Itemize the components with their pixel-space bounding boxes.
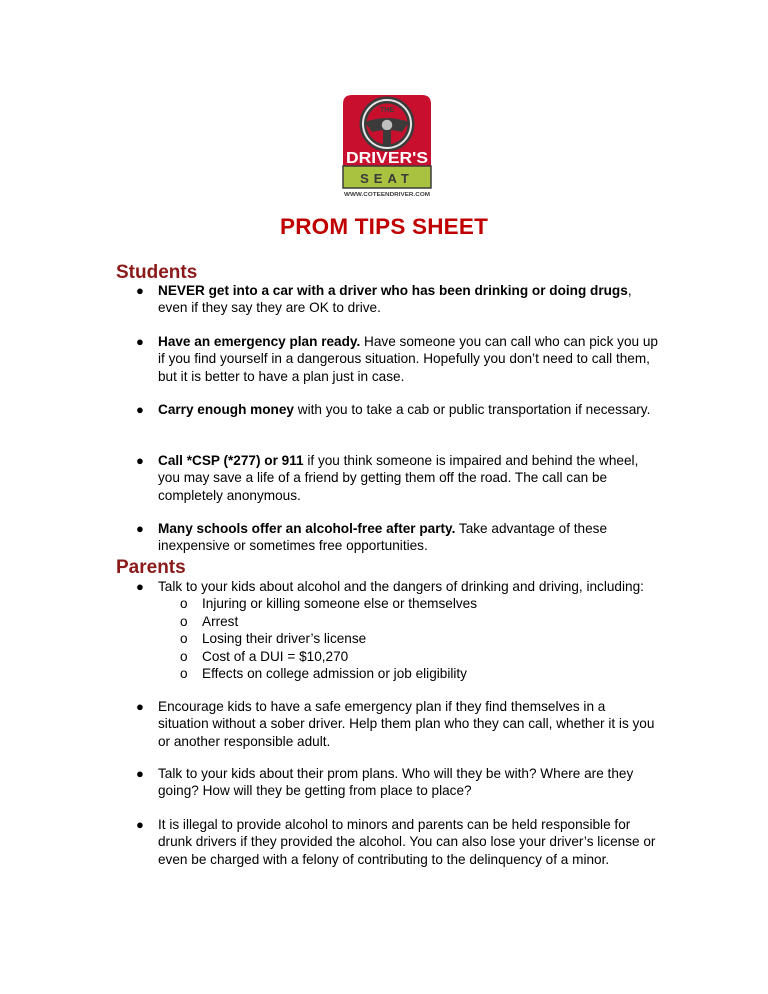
sub-list-item: o Losing their driver’s license	[180, 631, 367, 647]
list-item: ● Call *CSP (*277) or 911 if you think someone is impaired and behind the wheel, you may save a life of a friend by getting them off the road. The call can be completely anonymous.	[136, 453, 639, 503]
sub-list-item: o Effects on college admission or job eligibility	[180, 666, 467, 682]
bullet-icon: ●	[136, 699, 144, 714]
circle-bullet-icon: o	[180, 631, 188, 647]
page-title: PROM TIPS SHEET	[279, 214, 489, 239]
circle-bullet-icon: o	[180, 613, 188, 629]
bullet-icon: ●	[136, 453, 144, 468]
bullet-icon: ●	[136, 402, 144, 417]
list-item: ● Have an emergency plan ready. Have someone you can call who can pick you up if you find yourself in a dangerous situation. Hopefully you don’t need to call them, but it is better to have a plan just in case.	[136, 334, 658, 384]
bullet-icon: ●	[136, 283, 144, 298]
logo-drivers: DRIVER'S	[346, 150, 429, 167]
circle-bullet-icon: o	[180, 648, 188, 664]
circle-bullet-icon: o	[180, 666, 188, 682]
list-item: ● Encourage kids to have a safe emergency plan if they find themselves in a situation without a sober driver. Help them plan who they can call, whether it is you or another responsible adult.	[136, 699, 655, 749]
list-item: ● Carry enough money with you to take a cab or public transportation if necessary.	[136, 402, 651, 417]
list-item: ● Many schools offer an alcohol-free after party. Take advantage of these inexpensive or sometimes free opportunities.	[136, 521, 608, 554]
list-item: ● NEVER get into a car with a driver who has been drinking or doing drugs, even if they say they are OK to drive.	[136, 283, 632, 316]
sub-list-item: o Cost of a DUI = $10,270	[180, 648, 349, 664]
bullet-icon: ●	[136, 817, 144, 832]
logo-the: THE	[380, 107, 394, 114]
logo-seat: SEAT	[360, 171, 414, 186]
sub-list-item: o Arrest	[180, 613, 239, 629]
bullet-icon: ●	[136, 334, 144, 349]
bullet-icon: ●	[136, 521, 144, 536]
drivers-seat-logo	[340, 92, 434, 210]
list-item: ● Talk to your kids about alcohol and the dangers of drinking and driving, including: o Injuring or killing someone else or themselves o Arrest o Losing their driver’s license o Cost of a DUI = $10,270 o Effects on college admission or job eligibility	[158, 578, 658, 682]
consequences-list	[158, 595, 658, 682]
logo-url: WWW.COTEENDRIVER.COM	[344, 192, 431, 198]
list-item: ● Talk to your kids about their prom plans. Who will they be with? Where are they going? How will they be getting from place to place?	[136, 766, 634, 799]
sub-list-item: o Injuring or killing someone else or themselves	[180, 596, 478, 612]
bullet-icon: ●	[136, 766, 144, 781]
students-heading: Students	[116, 262, 198, 283]
bullet-icon: ●	[136, 579, 144, 594]
parents-heading: Parents	[116, 557, 186, 578]
circle-bullet-icon: o	[180, 596, 188, 612]
list-item: ● It is illegal to provide alcohol to minors and parents can be held responsible for drunk drivers if they provided the alcohol. You can also lose your driver’s license or even be charged with a felony of contributing to the delinquency of a minor.	[136, 817, 656, 867]
